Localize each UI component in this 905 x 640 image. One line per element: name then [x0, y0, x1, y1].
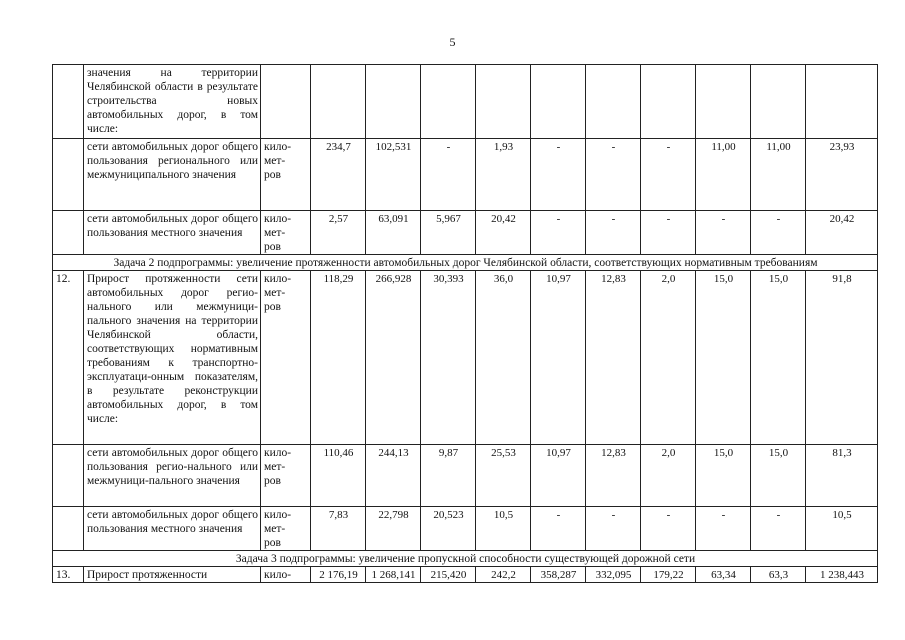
value-cell: 2 176,19 [311, 567, 366, 583]
row-number: 12. [53, 271, 84, 445]
value-cell [366, 65, 421, 139]
value-cell: 10,5 [476, 507, 531, 551]
value-cell: - [586, 507, 641, 551]
value-cell [751, 65, 806, 139]
value-cell: 36,0 [476, 271, 531, 445]
value-cell: 15,0 [751, 445, 806, 507]
indicators-table [52, 64, 878, 583]
table-row [53, 567, 878, 583]
indicator-name: сети автомобильных дорог общего пользования местного значения [84, 507, 261, 551]
value-cell: - [641, 139, 696, 211]
value-cell: 332,095 [586, 567, 641, 583]
value-cell: 2,0 [641, 445, 696, 507]
value-cell: 244,13 [366, 445, 421, 507]
value-cell [311, 65, 366, 139]
unit-cell: кило- [261, 567, 311, 583]
value-cell: 234,7 [311, 139, 366, 211]
value-cell: 1,93 [476, 139, 531, 211]
value-cell: 63,34 [696, 567, 751, 583]
value-cell: 91,8 [806, 271, 878, 445]
task-3-section [53, 551, 878, 567]
value-cell: 1 268,141 [366, 567, 421, 583]
value-cell: 10,97 [531, 445, 586, 507]
value-cell: 15,0 [751, 271, 806, 445]
value-cell: 20,42 [476, 211, 531, 255]
value-cell: - [531, 507, 586, 551]
value-cell: 358,287 [531, 567, 586, 583]
value-cell [531, 65, 586, 139]
row-number: 13. [53, 567, 84, 583]
value-cell [586, 65, 641, 139]
unit-cell: кило- мет- ров [261, 507, 311, 551]
unit-cell: кило- мет- ров [261, 445, 311, 507]
indicator-name: сети автомобильных дорог общего пользования местного значения [84, 211, 261, 255]
value-cell [421, 65, 476, 139]
page-number: 5 [449, 35, 456, 49]
unit-cell: кило- мет- ров [261, 211, 311, 255]
indicator-name: сети автомобильных дорог общего пользования регионального или межмуниципального значения [84, 139, 261, 211]
value-cell: 2,57 [311, 211, 366, 255]
task-2-heading: Задача 2 подпрограммы: увеличение протяженности автомобильных дорог Челябинской области, соответствующих нормативным требованиям [53, 255, 878, 271]
value-cell: 266,928 [366, 271, 421, 445]
row-number [53, 507, 84, 551]
value-cell: 242,2 [476, 567, 531, 583]
value-cell: 179,22 [641, 567, 696, 583]
value-cell: 63,091 [366, 211, 421, 255]
table-row [53, 211, 878, 255]
row-number [53, 211, 84, 255]
value-cell: - [586, 211, 641, 255]
value-cell: 12,83 [586, 271, 641, 445]
value-cell: 5,967 [421, 211, 476, 255]
value-cell [476, 65, 531, 139]
value-cell: 63,3 [751, 567, 806, 583]
table-row [53, 445, 878, 507]
value-cell: 10,97 [531, 271, 586, 445]
value-cell: - [696, 211, 751, 255]
unit-cell [261, 65, 311, 139]
value-cell: - [641, 507, 696, 551]
value-cell: 9,87 [421, 445, 476, 507]
value-cell: 20,42 [806, 211, 878, 255]
unit-cell: кило- мет- ров [261, 139, 311, 211]
value-cell: 215,420 [421, 567, 476, 583]
indicator-name: Прирост протяженности сети автомобильных дорог регио-нального или межмуници-пального значения на территории Челябинской области, соответствующих нормативным требованиям к транспортно-эксплуатаци-онным показателям, в результате реконструкции автомобильных дорог, в том числе: [84, 271, 261, 445]
table-row [53, 271, 878, 445]
row-number [53, 139, 84, 211]
task-3-row [53, 551, 878, 567]
value-cell: 30,393 [421, 271, 476, 445]
value-cell: 81,3 [806, 445, 878, 507]
unit-cell: кило- мет- ров [261, 271, 311, 445]
value-cell: 23,93 [806, 139, 878, 211]
value-cell: 15,0 [696, 445, 751, 507]
value-cell: 1 238,443 [806, 567, 878, 583]
value-cell: 11,00 [696, 139, 751, 211]
value-cell: - [531, 139, 586, 211]
table-section-top [53, 65, 878, 255]
table-section-middle [53, 271, 878, 551]
value-cell: 102,531 [366, 139, 421, 211]
table-row [53, 139, 878, 211]
table-row [53, 507, 878, 551]
value-cell: - [531, 211, 586, 255]
task-2-row [53, 255, 878, 271]
value-cell [641, 65, 696, 139]
table-section-bottom [53, 567, 878, 583]
indicator-name: Прирост протяженности [84, 567, 261, 583]
value-cell: 118,29 [311, 271, 366, 445]
value-cell: - [751, 507, 806, 551]
value-cell: 7,83 [311, 507, 366, 551]
value-cell: 2,0 [641, 271, 696, 445]
value-cell: 20,523 [421, 507, 476, 551]
value-cell: 25,53 [476, 445, 531, 507]
task-3-heading: Задача 3 подпрограммы: увеличение пропускной способности существующей дорожной сети [53, 551, 878, 567]
value-cell [696, 65, 751, 139]
value-cell: - [641, 211, 696, 255]
value-cell: - [696, 507, 751, 551]
value-cell: 22,798 [366, 507, 421, 551]
value-cell: 15,0 [696, 271, 751, 445]
indicator-name: значения на территории Челябинской области в результате строительства новых автомобильных дорог, в том числе: [84, 65, 261, 139]
row-number [53, 445, 84, 507]
value-cell [806, 65, 878, 139]
table-row [53, 65, 878, 139]
value-cell: - [421, 139, 476, 211]
value-cell: 110,46 [311, 445, 366, 507]
value-cell: 10,5 [806, 507, 878, 551]
task-2-section [53, 255, 878, 271]
value-cell: - [751, 211, 806, 255]
row-number [53, 65, 84, 139]
value-cell: 12,83 [586, 445, 641, 507]
indicator-name: сети автомобильных дорог общего пользования регио-нального или межмуници-пального значения [84, 445, 261, 507]
value-cell: 11,00 [751, 139, 806, 211]
value-cell: - [586, 139, 641, 211]
